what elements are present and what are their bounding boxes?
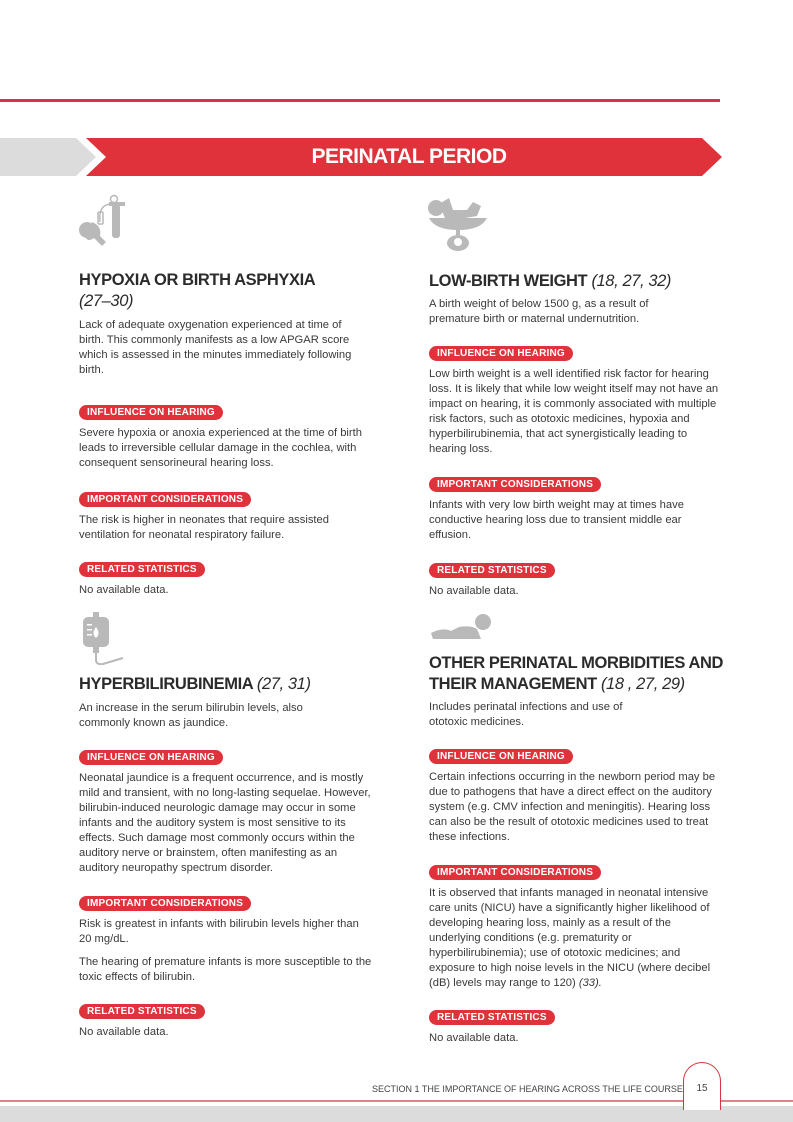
badge-statistics: RELATED STATISTICS: [79, 1004, 205, 1019]
influence-text: Neonatal jaundice is a frequent occurrence, and is mostly mild and transient, with no long-lasting sequelae. However, bilirubin-induced neurologic damage may occur in some infants and the auditory system is most sensitive to its effects. Such damage most commonly occurs within the auditory nerve or brainstem, often manifesting as an auditory neuropathy spectrum disorder.: [79, 772, 371, 874]
badge-statistics: RELATED STATISTICS: [429, 1010, 555, 1025]
badge-influence: INFLUENCE ON HEARING: [79, 405, 223, 420]
section-other-morbidities: [429, 653, 749, 1046]
description: Includes perinatal infections and use of ototoxic medicines.: [429, 701, 623, 728]
page-title: PERINATAL PERIOD: [311, 145, 507, 168]
statistics-text: No available data.: [79, 1026, 169, 1038]
considerations-text: It is observed that infants managed in neonatal intensive care units (NICU) have a significantly higher likelihood of developing hearing loss, mainly as a result of the underlying conditions (e.g. prematurity or hyperbilirubinemia); use of ototoxic medicines; and exposure to high noise levels in the NICU (where decibel (dB) levels may range to 120) (33).: [429, 887, 711, 989]
footer-rule: [0, 1100, 793, 1102]
statistics-text: No available data.: [429, 1032, 519, 1044]
badge-considerations: IMPORTANT CONSIDERATIONS: [429, 865, 601, 880]
section-heading: OTHER PERINATAL MORBIDITIES AND THEIR MANAGEMENT (18 , 27, 29): [429, 654, 724, 693]
badge-considerations: IMPORTANT CONSIDERATIONS: [79, 896, 251, 911]
top-rule: [0, 99, 720, 102]
description: Lack of adequate oxygenation experienced at time of birth. This commonly manifests as a low APGAR score which is assessed in the minutes immediately following birth.: [79, 319, 352, 376]
statistics-text: No available data.: [79, 584, 169, 596]
baby-on-scale-icon: [425, 196, 491, 252]
badge-influence: INFLUENCE ON HEARING: [79, 750, 223, 765]
crawling-baby-icon: [429, 613, 493, 643]
badge-influence: INFLUENCE ON HEARING: [429, 346, 573, 361]
section-hypoxia: [79, 270, 379, 598]
section-low-birth-weight: [429, 271, 749, 599]
influence-text: Certain infections occurring in the newborn period may be due to pathogens that have a direct effect on the auditory system (e.g. CMV infection and meningitis). Hearing loss can also be the result of ototoxic medicines used to treat these infections.: [429, 771, 716, 843]
right-column: [429, 196, 749, 1046]
badge-influence: INFLUENCE ON HEARING: [429, 749, 573, 764]
influence-text: Low birth weight is a well identified risk factor for hearing loss. It is likely that while low weight itself may not have an impact on hearing, it is commonly associated with multiple risk factors, such as ototoxic medicines, hypoxia and hyperbilirubinemia, that act synergistically leading to hearing loss.: [429, 368, 719, 455]
badge-statistics: RELATED STATISTICS: [79, 562, 205, 577]
badge-considerations: IMPORTANT CONSIDERATIONS: [429, 477, 601, 492]
section-heading: HYPERBILIRUBINEMIA (27, 31): [79, 675, 311, 693]
influence-text: Severe hypoxia or anoxia experienced at the time of birth leads to irreversible cellular damage in the cochlea, with consequent sensorineural hearing loss.: [79, 427, 362, 469]
statistics-text: No available data.: [429, 585, 519, 597]
badge-considerations: IMPORTANT CONSIDERATIONS: [79, 492, 251, 507]
considerations-text: The risk is higher in neonates that require assisted ventilation for neonatal respiratory failure.: [79, 514, 329, 541]
description: A birth weight of below 1500 g, as a result of premature birth or maternal undernutrition.: [429, 298, 649, 325]
considerations-text: Infants with very low birth weight may at times have conductive hearing loss due to transient middle ear effusion.: [429, 499, 684, 541]
section-heading: HYPOXIA OR BIRTH ASPHYXIA (27–30): [79, 271, 316, 310]
badge-statistics: RELATED STATISTICS: [429, 563, 555, 578]
iv-bag-icon: [79, 610, 125, 668]
page-number: 15: [683, 1062, 721, 1110]
left-column: [79, 192, 379, 1040]
considerations-text: Risk is greatest in infants with bilirubin levels higher than 20 mg/dL.: [79, 918, 359, 945]
section-heading: LOW-BIRTH WEIGHT (18, 27, 32): [429, 272, 672, 290]
banner-prev-arrow: [0, 138, 96, 176]
oxygen-tank-baby-icon: [76, 192, 136, 252]
considerations-text: The hearing of premature infants is more susceptible to the toxic effects of bilirubin.: [79, 956, 372, 983]
section-hyperbilirubinemia: [79, 674, 379, 1040]
description: An increase in the serum bilirubin levels, also commonly known as jaundice.: [79, 702, 303, 729]
footer-band: [0, 1106, 793, 1122]
footer-section-title: SECTION 1 THE IMPORTANCE OF HEARING ACROSS THE LIFE COURSE: [372, 1084, 683, 1094]
